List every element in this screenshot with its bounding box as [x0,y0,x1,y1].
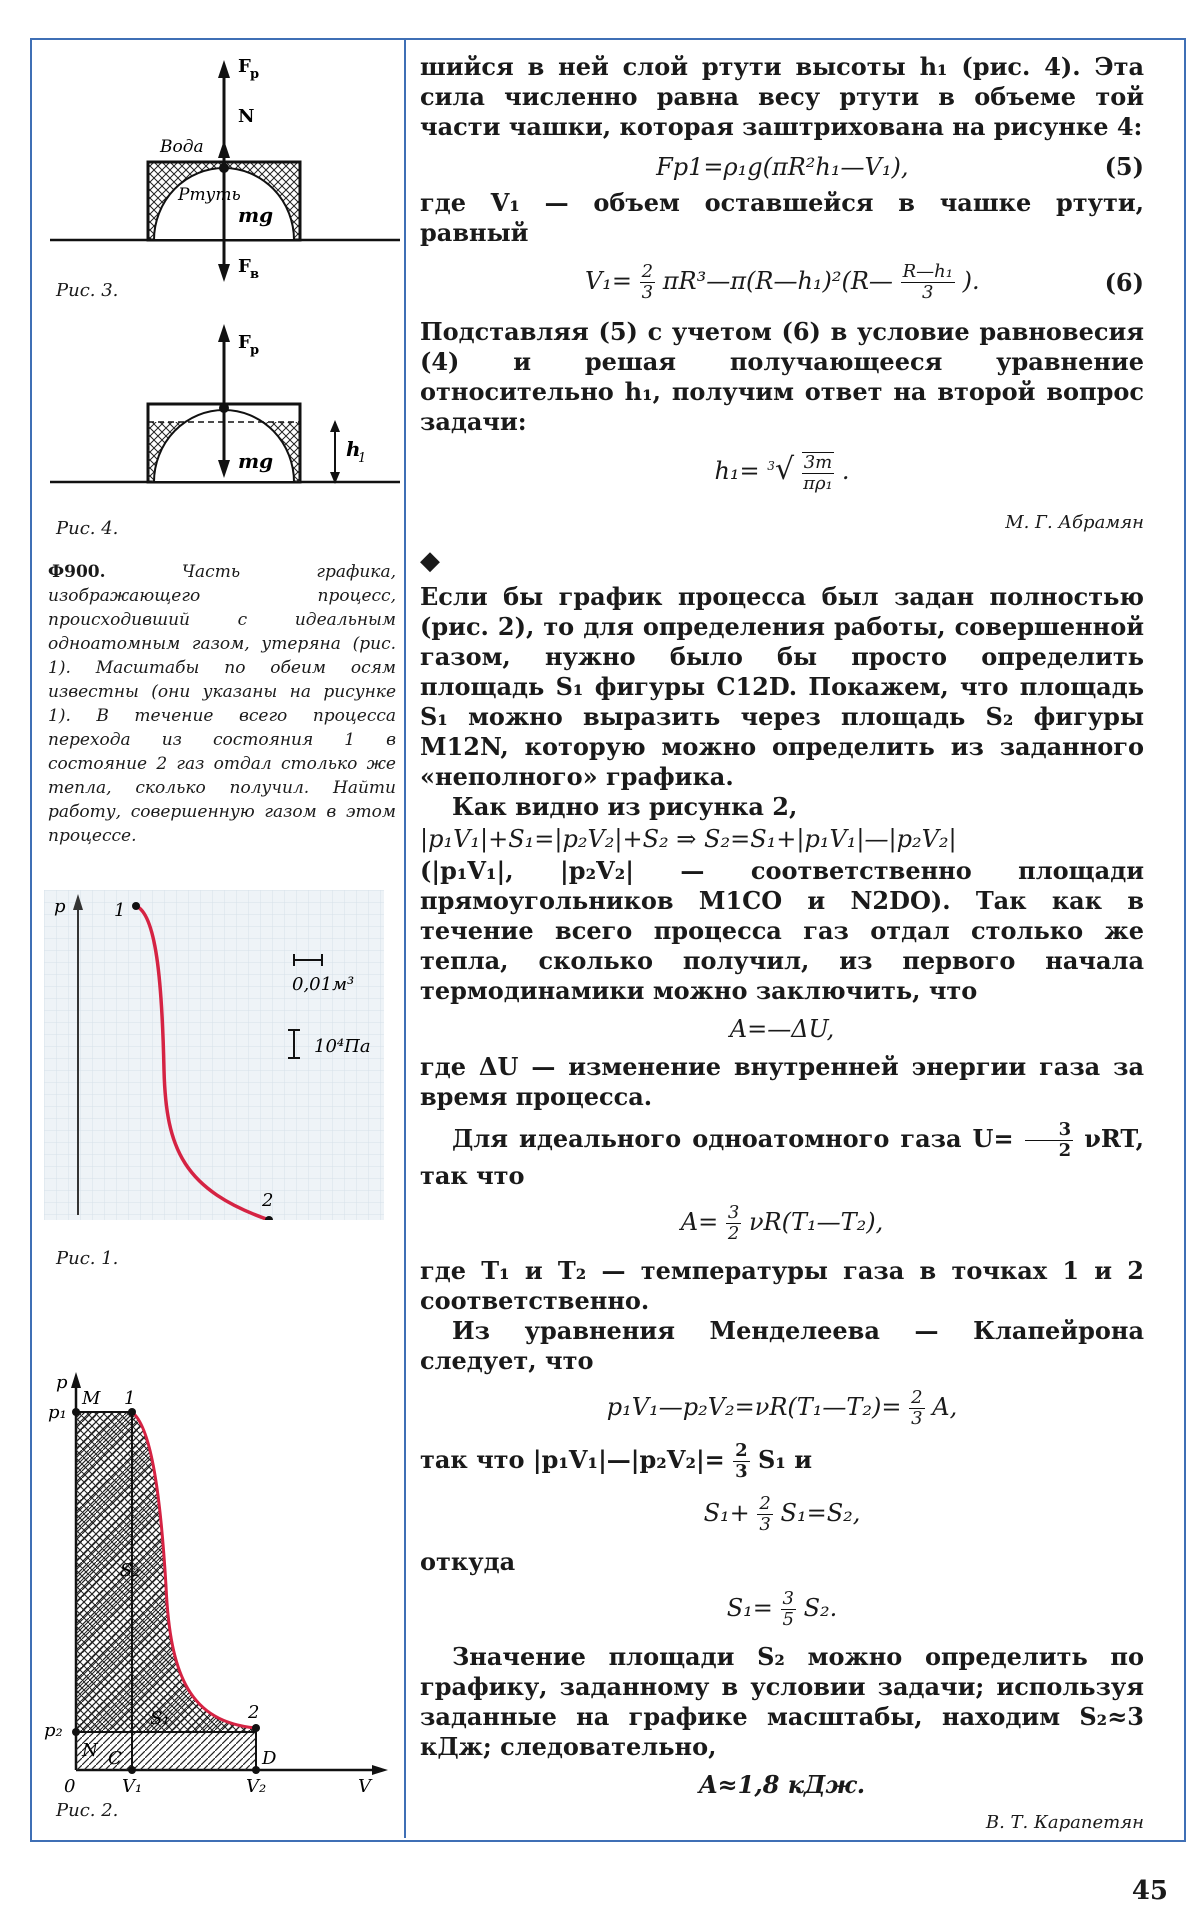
eq6-frac: $\frac{2}{3}$ [641,261,654,303]
paragraph-7: где ΔU — изменение внутренней энергии газа за время процесса. [420,1051,1144,1111]
axis-v: V [358,1776,371,1797]
right-column [420,52,1144,1846]
signature-1: М. Г. Абрамян [1005,511,1144,533]
paragraph-3: Подставляя (5) с учетом (6) в условие равновесия (4) и решая получающееся уравнение относительно h₁, получим ответ на второй вопрос задачи: [420,317,1144,436]
label-water: Вода [160,137,204,157]
signature-2: В. Т. Карапетян [985,1811,1144,1833]
label-p2: p₂ [44,1720,63,1741]
area-s1: S₁ [150,1708,170,1729]
axis-p: p [56,1372,68,1393]
figure-1-caption: Рис. 1. [56,1248,119,1269]
label-mg: mg [238,203,274,227]
point-n: N [82,1740,98,1761]
paragraph-12: откуда [420,1546,516,1576]
paragraph-11: так что |p₁V₁|—|p₂V₂|= $\frac{2}{3}$ S₁ и [420,1439,813,1482]
paragraph-5: Как видно из рисунка 2, [452,791,798,821]
label-h: h [346,437,361,461]
figure-3-caption: Рис. 3. [56,280,119,301]
equation-5 [420,152,1144,182]
equation-a2: A= $\frac{3}{2}$ νR(T₁—T₂), [680,1201,884,1244]
eq6-end: ). [962,267,980,295]
paragraph-2: где V₁ — объем оставшейся в чашке ртути, равный [420,188,1144,247]
label-p1: p₁ [48,1402,67,1423]
label-fp-4: F [238,332,251,353]
point-d: D [262,1748,277,1769]
equation-s: S₁+ $\frac{2}{3}$ S₁=S₂, [703,1492,861,1535]
equation-h1: h₁= $^3$√ $\frac{3m}{\text{πρ₁}}$ . [714,451,850,494]
eq6-mid: πR³—π(R—h₁)²(R— [662,267,893,295]
label-fp-sub: р [250,67,260,82]
label-v1: V₁ [122,1776,143,1797]
equation-5-number: (5) [1104,152,1144,181]
paragraph-6: (|p₁V₁|, |p₂V₂| — соответственно площади прямоугольников M1CO и N2DO). Так как в течение всего процесса газ отдал столько же тепла, сколько получил, из первого начала термодинамики можно заключить, что [420,855,1144,1005]
volume-scale-label: 0,01м³ [292,974,355,995]
point-1: 1 [124,1388,136,1409]
equation-5-text: Fр1=ρ₁g(πR²h₁—V₁), [656,153,909,181]
figure-4 [50,320,400,520]
equation-s1: S₁= $\frac{3}{5}$ S₂. [726,1587,838,1630]
area-s2: S₂ [120,1560,140,1581]
equation-6-number: (6) [1104,267,1144,297]
label-mg-4: mg [238,449,274,473]
paragraph-4: Если бы график процесса был задан полностью (рис. 2), то для определения работы, совершенной газом, нужно было бы просто определить площадь S₁ фигуры C12D. Покажем, что площадь S₁ можно выразить через площадь S₂ фигуры M12N, которую можно определить из заданного «неполного» графика. [420,581,1144,791]
origin: 0 [64,1776,76,1797]
pressure-scale-label: 10⁴Па [314,1036,371,1057]
page-number: 45 [1131,1876,1168,1906]
problem-text: Часть графика, изображающего процесс, происходивший с идеальным одноатомным газом, утеряна (рис. 1). Масштабы по обеим осям известны (они указаны на рисунке 1). В течение всего процесса перехода из состояния 1 в состояние 2 газ отдал столько же тепла, сколько получил. Найти работу, совершенную газом в этом процессе. [48,562,396,846]
figure-4-caption: Рис. 4. [56,518,119,539]
label-fb: F [238,256,251,277]
equation-mk: p₁V₁—p₂V₂=νR(T₁—T₂)= $\frac{2}{3}$ A, [606,1386,958,1429]
problem-statement [48,560,396,848]
label-v2: V₂ [246,1776,267,1797]
point-m: M [82,1388,101,1409]
eq6-frac2: $\frac{\text{R—h₁}}{3}$ [902,261,953,303]
label-h-sub: 1 [358,451,367,466]
diamond-separator: ◆ [420,545,440,576]
paragraph-8: Для идеального одноатомного газа U= $\frac{3}{2}$ νRT, так что [420,1118,1144,1190]
label-fp-sub-4: р [250,343,260,358]
paragraph-9: где T₁ и T₂ — температуры газа в точках 1 и 2 соответственно. [420,1255,1144,1315]
equation-abs: |p₁V₁|+S₁=|p₂V₂|+S₂ ⇒ S₂=S₁+|p₁V₁|—|p₂V₂| [420,824,957,853]
point-1-label: 1 [114,900,126,921]
equation-6 [420,262,1144,303]
label-fp: F [238,56,251,77]
equation-final: A≈1,8 кДж. [698,1769,866,1799]
column-divider [404,38,406,1838]
label-n: N [238,106,255,127]
paragraph-1: шийся в ней слой ртути высоты h₁ (рис. 4). Эта сила численно равна весу ртути в объеме той части чашки, которая заштрихована на рисунке 4: [420,52,1144,141]
eq6-lhs: V₁= [584,267,633,295]
label-fb-sub: в [250,267,260,282]
problem-number: Ф900. [48,562,106,582]
paragraph-10: Из уравнения Менделеева — Клапейрона следует, что [420,1315,1144,1375]
equation-a: A=—ΔU, [729,1014,835,1043]
figure-1 [44,890,384,1220]
label-mercury: Ртуть [178,185,241,205]
point-2-label: 2 [262,1190,274,1211]
figure-3 [50,50,400,300]
figure-2 [40,1366,400,1806]
figure-2-caption: Рис. 2. [56,1800,119,1821]
point-c: C [108,1748,122,1769]
paragraph-13: Значение площади S₂ можно определить по графику, заданному в условии задачи; используя заданные на графике масштабы, находим S₂≈3 кДж; следовательно, [420,1641,1144,1761]
axis-p-label: p [54,896,66,917]
point-2: 2 [248,1702,260,1723]
